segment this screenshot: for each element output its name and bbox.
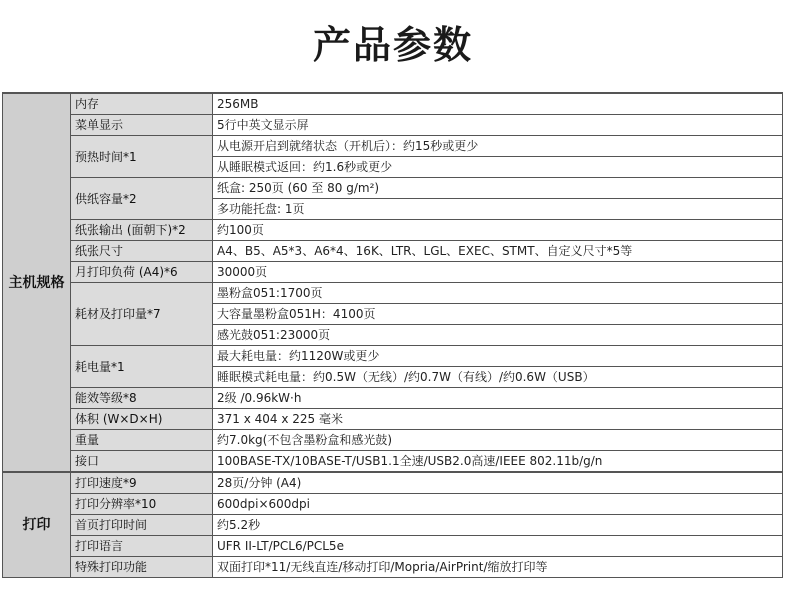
- spec-value: 纸盒: 250页 (60 至 80 g/m²): [213, 178, 783, 199]
- spec-row: [3, 136, 783, 157]
- group-heading: 打印: [3, 472, 71, 578]
- spec-label: 纸张尺寸: [71, 241, 213, 262]
- spec-label: 预热时间*1: [71, 136, 213, 178]
- spec-row: [3, 494, 783, 515]
- spec-value: 多功能托盘: 1页: [213, 199, 783, 220]
- spec-value: 256MB: [213, 93, 783, 115]
- spec-label: 耗材及打印量*7: [71, 283, 213, 346]
- spec-value: 100BASE-TX/10BASE-T/USB1.1全速/USB2.0高速/IEEE 802.11b/g/n: [213, 451, 783, 473]
- spec-value: 从睡眠模式返回：约1.6秒或更少: [213, 157, 783, 178]
- spec-value: 双面打印*11/无线直连/移动打印/Mopria/AirPrint/缩放打印等: [213, 557, 783, 578]
- spec-row: [3, 115, 783, 136]
- spec-value: 睡眠模式耗电量：约0.5W（无线）/约0.7W（有线）/约0.6W（USB）: [213, 367, 783, 388]
- spec-value: 约5.2秒: [213, 515, 783, 536]
- spec-row: [3, 93, 783, 115]
- spec-value: 大容量墨粉盒051H：4100页: [213, 304, 783, 325]
- spec-value: 约7.0kg(不包含墨粉盒和感光鼓): [213, 430, 783, 451]
- spec-label: 菜单显示: [71, 115, 213, 136]
- spec-row: [3, 557, 783, 578]
- spec-value: 约100页: [213, 220, 783, 241]
- spec-label: 接口: [71, 451, 213, 473]
- spec-value: 28页/分钟 (A4): [213, 472, 783, 494]
- spec-label: 重量: [71, 430, 213, 451]
- spec-value: 墨粉盒051:1700页: [213, 283, 783, 304]
- spec-label: 纸张输出 (面朝下)*2: [71, 220, 213, 241]
- spec-label: 打印速度*9: [71, 472, 213, 494]
- spec-label: 打印语言: [71, 536, 213, 557]
- spec-value: A4、B5、A5*3、A6*4、16K、LTR、LGL、EXEC、STMT、自定义尺寸*5等: [213, 241, 783, 262]
- spec-label: 内存: [71, 93, 213, 115]
- spec-row: [3, 220, 783, 241]
- spec-value: 从电源开启到就绪状态（开机后）：约15秒或更少: [213, 136, 783, 157]
- spec-row: [3, 515, 783, 536]
- spec-row: [3, 262, 783, 283]
- spec-label: 耗电量*1: [71, 346, 213, 388]
- spec-row: [3, 451, 783, 473]
- spec-value: 5行中英文显示屏: [213, 115, 783, 136]
- spec-label: 首页打印时间: [71, 515, 213, 536]
- spec-row: [3, 283, 783, 304]
- spec-row: [3, 388, 783, 409]
- spec-row: [3, 241, 783, 262]
- spec-row: [3, 178, 783, 199]
- spec-value: 600dpi×600dpi: [213, 494, 783, 515]
- spec-value: 2级 /0.96kW·h: [213, 388, 783, 409]
- spec-table-body: [3, 93, 783, 578]
- spec-value: UFR II-LT/PCL6/PCL5e: [213, 536, 783, 557]
- page-title: 产品参数: [312, 23, 473, 67]
- spec-value: 最大耗电量：约1120W或更少: [213, 346, 783, 367]
- spec-label: 供纸容量*2: [71, 178, 213, 220]
- spec-label: 打印分辨率*10: [71, 494, 213, 515]
- spec-label: 能效等级*8: [71, 388, 213, 409]
- spec-row: [3, 409, 783, 430]
- spec-row: [3, 472, 783, 494]
- spec-value: 30000页: [213, 262, 783, 283]
- spec-row: [3, 430, 783, 451]
- spec-table: [2, 92, 783, 578]
- spec-value: 371 x 404 x 225 毫米: [213, 409, 783, 430]
- spec-label: 月打印负荷 (A4)*6: [71, 262, 213, 283]
- group-heading: 主机规格: [3, 93, 71, 472]
- spec-label: 体积 (W×D×H): [71, 409, 213, 430]
- spec-row: [3, 536, 783, 557]
- spec-label: 特殊打印功能: [71, 557, 213, 578]
- spec-value: 感光鼓051:23000页: [213, 325, 783, 346]
- spec-row: [3, 346, 783, 367]
